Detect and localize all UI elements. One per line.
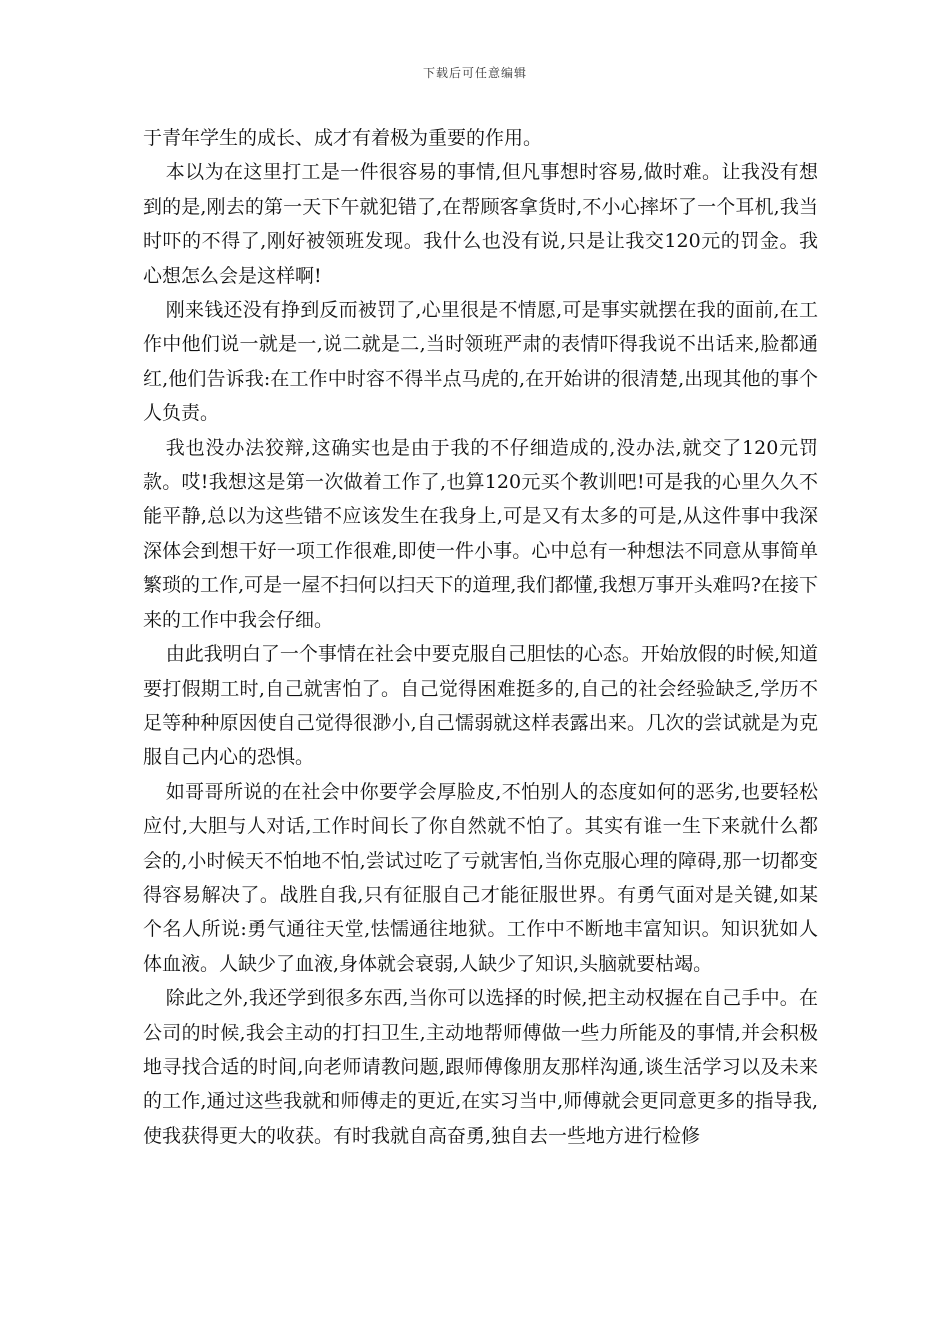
paragraph-1: 于青年学生的成长、成才有着极为重要的作用。: [143, 127, 543, 149]
paragraph-7: 除此之外,我还学到很多东西,当你可以选择的时候,把主动权握在自己手中。在公司的时候,我会主动的打扫卫生,主动地帮师傅做一些力所能及的事情,并会积极地寻找合适的时间,向老师请教问题,跟师傅像朋友那样沟通,谈生活学习以及未来的工作,通过这些我就和师傅走的更近,在实习当中,师傅就会更同意更多的指导我,使我获得更大的收获。有时我就自高奋勇,独自去一些地方进行检修: [143, 987, 818, 1147]
paragraph-6: 如哥哥所说的在社会中你要学会厚脸皮,不怕别人的态度如何的恶劣,也要轻松应付,大胆与人对话,工作时间长了你自然就不怕了。其实有谁一生下来就什么都会的,小时候天不怕地不怕,尝试过吃了亏就害怕,当你克服心理的障碍,那一切都变得容易解决了。战胜自我,只有征服自己才能征服世界。有勇气面对是关键,如某个名人所说:勇气通往天堂,怯懦通往地狱。工作中不断地丰富知识。知识犹如人体血液。人缺少了血液,身体就会衰弱,人缺少了知识,头脑就要枯竭。: [143, 780, 818, 975]
paragraph-4: 我也没办法狡辩,这确实也是由于我的不仔细造成的,没办法,就交了120元罚款。哎!我想这是第一次做着工作了,也算120元买个教训吧!可是我的心里久久不能平静,总以为这些错不应该发生在我身上,可是又有太多的可是,从这件事中我深深体会到想干好一项工作很难,即使一件小事。心中总有一种想法不同意从事简单繁琐的工作,可是一屋不扫何以扫天下的道理,我们都懂,我想万事开头难吗?在接下来的工作中我会仔细。: [143, 436, 818, 631]
page-header: 下载后可任意编辑: [422, 66, 527, 80]
document-body: [143, 121, 818, 1153]
paragraph-5: 由此我明白了一个事情在社会中要克服自己胆怯的心态。开始放假的时候,知道要打假期工时,自己就害怕了。自己觉得困难挺多的,自己的社会经验缺乏,学历不足等种种原因使自己觉得很渺小,自己懦弱就这样表露出来。几次的尝试就是为克服自己内心的恐惧。: [143, 643, 818, 769]
paragraph-3: 刚来钱还没有挣到反而被罚了,心里很是不情愿,可是事实就摆在我的面前,在工作中他们说一就是一,说二就是二,当时领班严肃的表情吓得我说不出话来,脸都通红,他们告诉我:在工作中时容不得半点马虎的,在开始讲的很清楚,出现其他的事个人负责。: [143, 299, 818, 425]
paragraph-2: 本以为在这里打工是一件很容易的事情,但凡事想时容易,做时难。让我没有想到的是,刚去的第一天下午就犯错了,在帮顾客拿货时,不小心摔坏了一个耳机,我当时吓的不得了,刚好被领班发现。我什么也没有说,只是让我交120元的罚金。我心想怎么会是这样啊!: [143, 161, 818, 287]
